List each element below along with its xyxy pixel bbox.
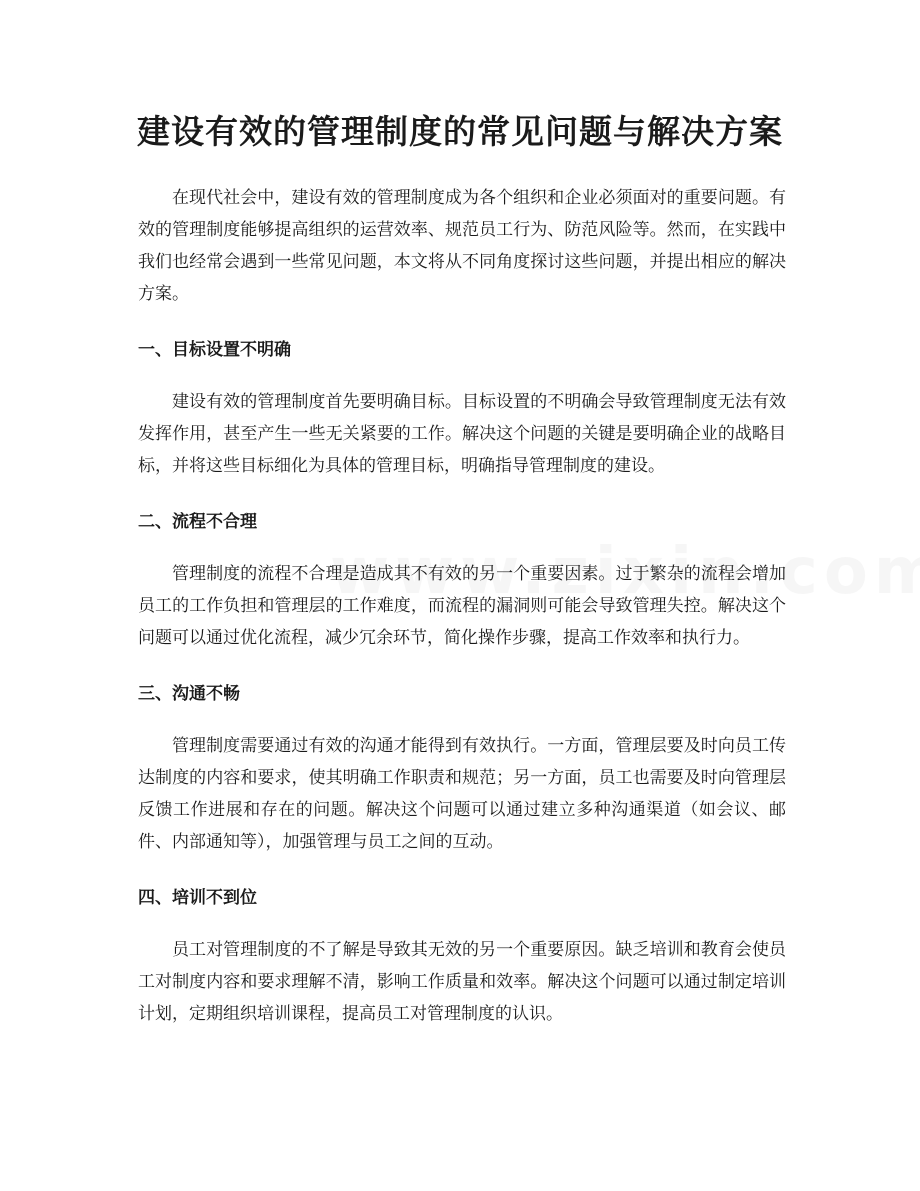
section-4 [138,882,786,1030]
section-2 [138,506,786,654]
section-heading: 四、培训不到位 [138,888,257,908]
section-heading: 二、流程不合理 [138,512,257,532]
document-title: 建设有效的管理制度的常见问题与解决方案 [137,112,783,151]
section-paragraph: 管理制度需要通过有效的沟通才能得到有效执行。一方面，管理层要及时向员工传达制度的内容和要求，使其明确工作职责和规范；另一方面，员工也需要及时向管理层反馈工作进展和存在的问题。解决这个问题可以通过建立多种沟通渠道（如会议、邮件、内部通知等），加强管理与员工之间的互动。 [138,736,786,852]
section-1 [138,334,786,482]
section-heading: 一、目标设置不明确 [138,340,291,360]
intro-paragraph: 在现代社会中，建设有效的管理制度成为各个组织和企业必须面对的重要问题。有效的管理制度能够提高组织的运营效率、规范员工行为、防范风险等。然而，在实践中我们也经常会遇到一些常见问题，本文将从不同角度探讨这些问题，并提出相应的解决方案。 [138,188,786,304]
document-body [138,182,786,1030]
section-3 [138,678,786,858]
section-paragraph: 员工对管理制度的不了解是导致其无效的另一个重要原因。缺乏培训和教育会使员工对制度内容和要求理解不清，影响工作质量和效率。解决这个问题可以通过制定培训计划，定期组织培训课程，提高员工对管理制度的认识。 [138,940,786,1024]
section-paragraph: 管理制度的流程不合理是造成其不有效的另一个重要因素。过于繁杂的流程会增加员工的工作负担和管理层的工作难度，而流程的漏洞则可能会导致管理失控。解决这个问题可以通过优化流程，减少冗余环节，简化操作步骤，提高工作效率和执行力。 [138,564,786,648]
section-paragraph: 建设有效的管理制度首先要明确目标。目标设置的不明确会导致管理制度无法有效发挥作用，甚至产生一些无关紧要的工作。解决这个问题的关键是要明确企业的战略目标，并将这些目标细化为具体的管理目标，明确指导管理制度的建设。 [138,392,786,476]
section-heading: 三、沟通不畅 [138,684,240,704]
